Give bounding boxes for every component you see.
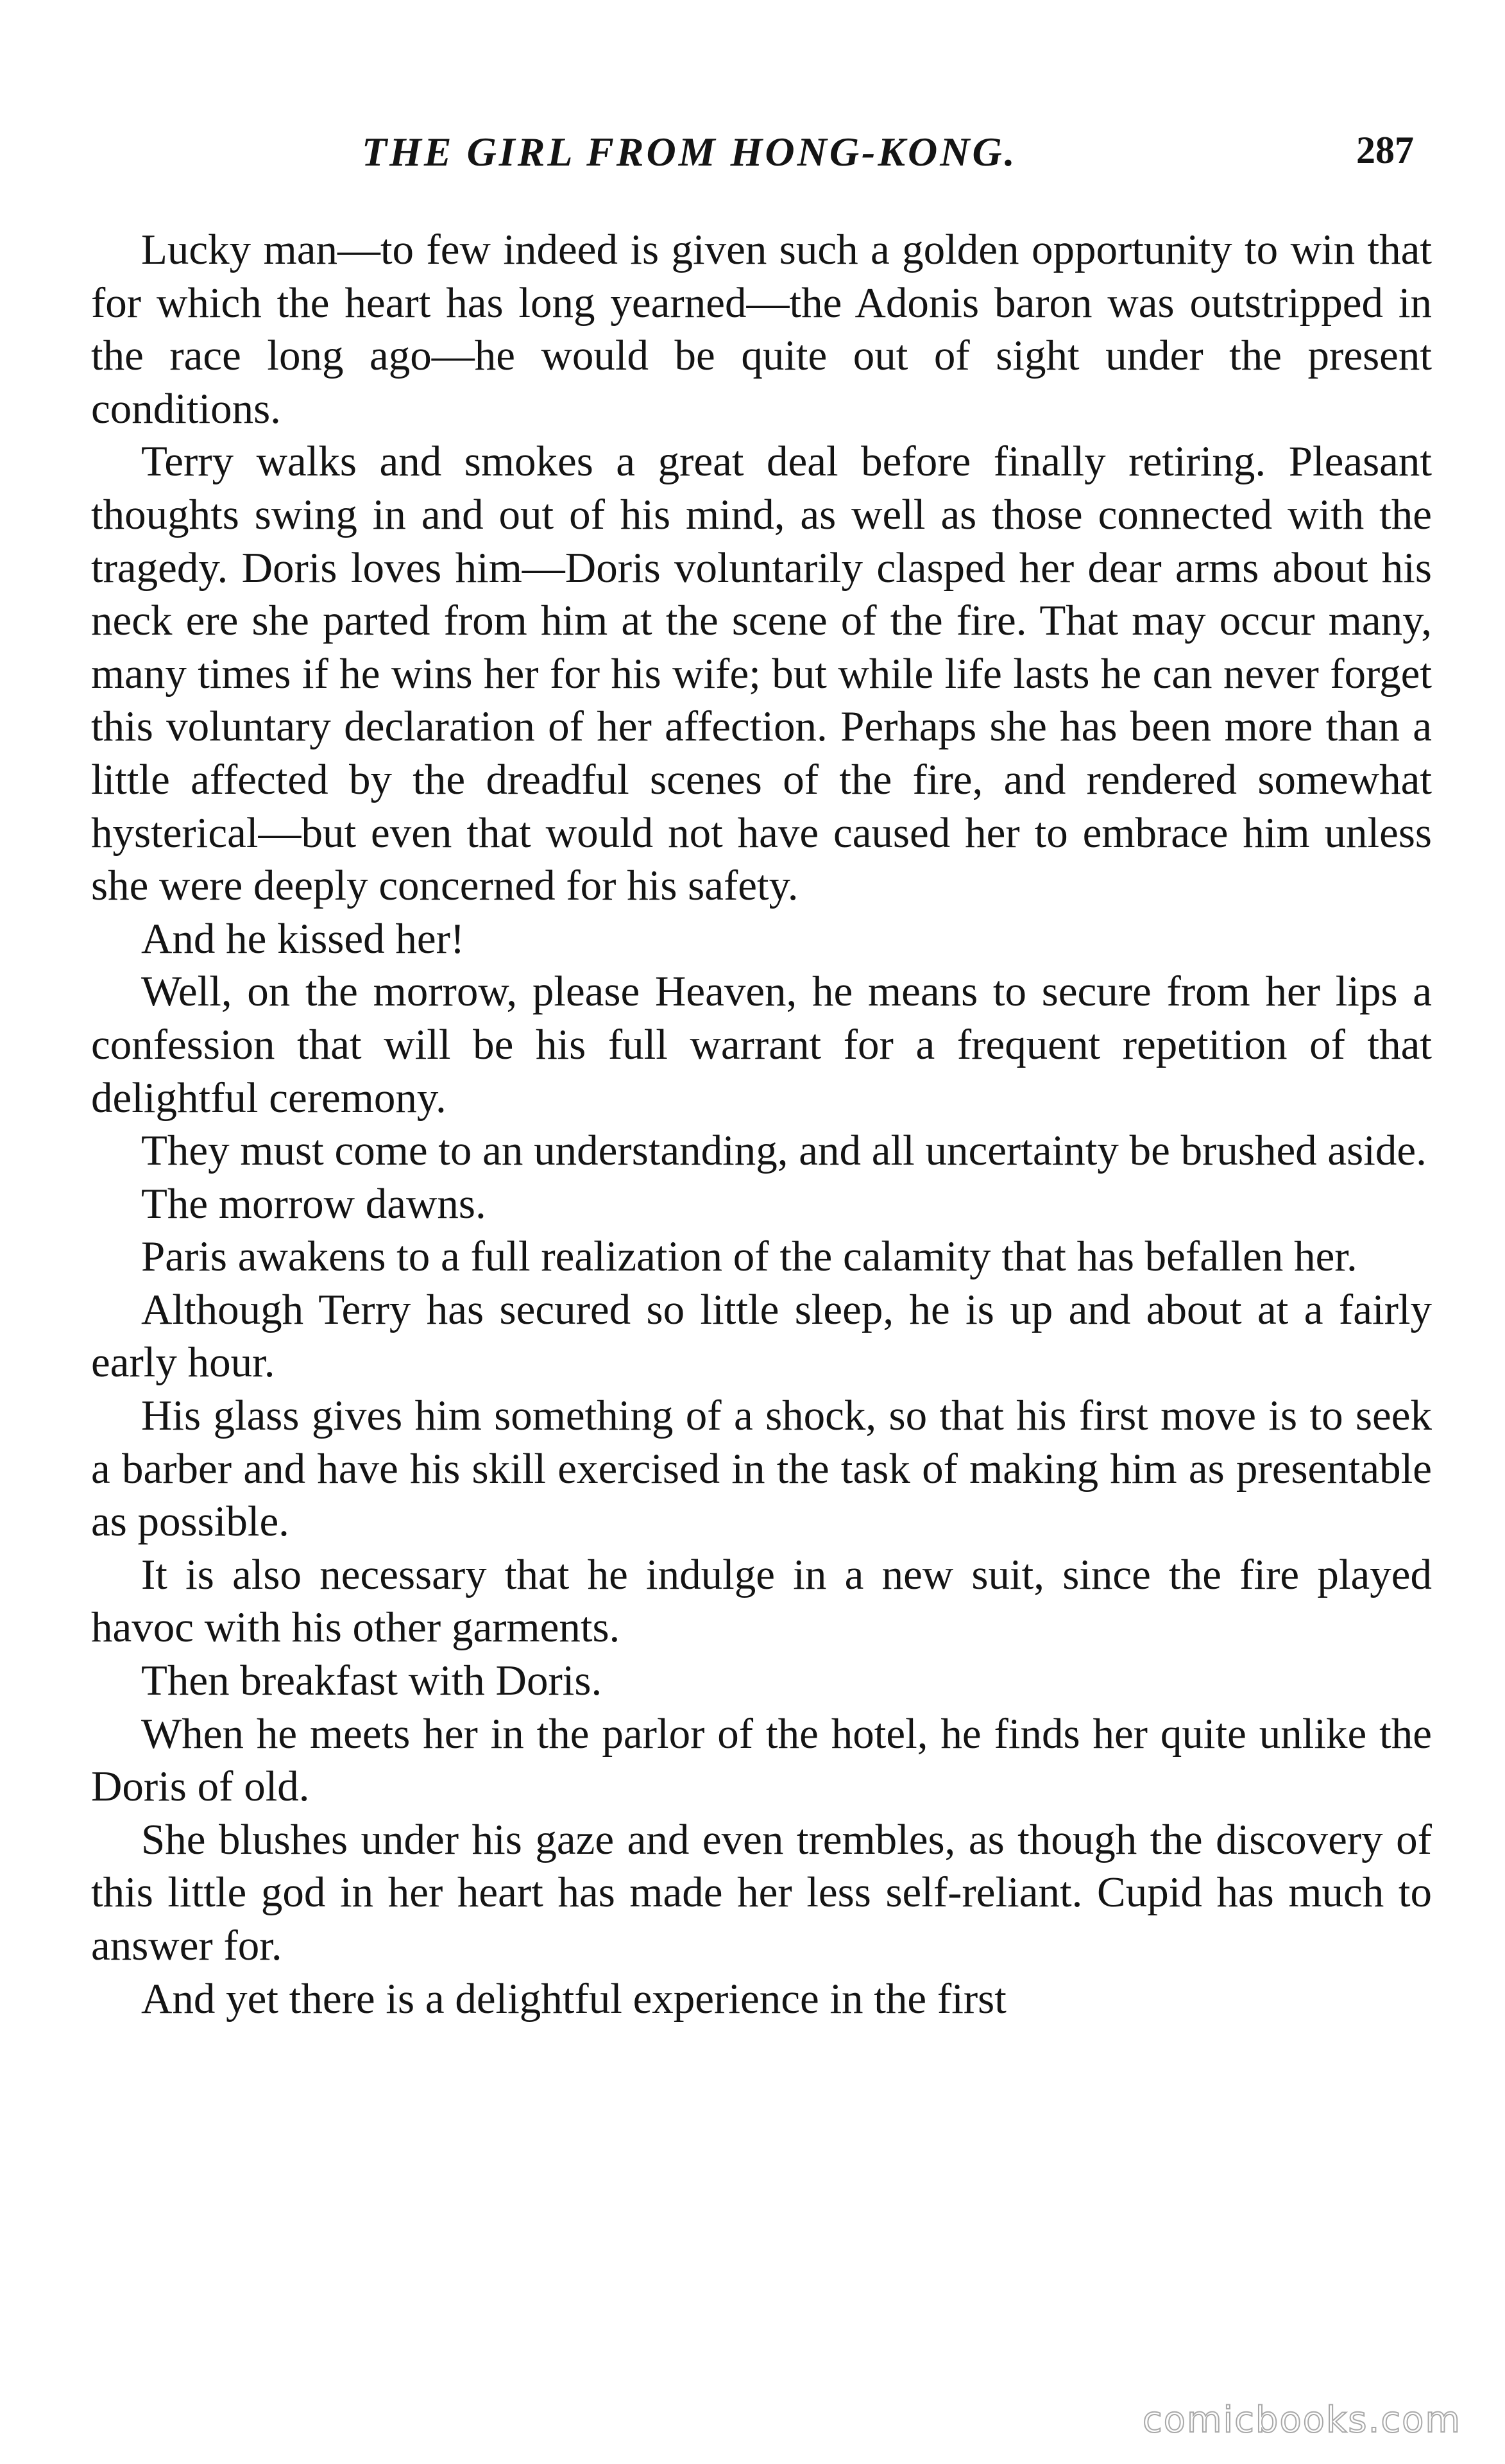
paragraph: Terry walks and smokes a great deal before finally retiring. Pleasant thoughts swing in and out of his mind, as well as those connected with the tragedy. Doris loves him—Doris voluntarily clasped her dear arms about his neck ere she parted from him at the scene of the fire. That may occur many, many times if he wins her for his wife; but while life lasts he can never forget this voluntary declaration of her affection. Perhaps she has been more than a little affected by the dreadful scenes of the fire, and rendered somewhat hysterical—but even that would not have caused her to embrace him unless she were deeply concerned for his safety.: [91, 438, 1432, 910]
running-title: THE GIRL FROM HONG-KONG.: [362, 129, 1017, 175]
paragraph: The morrow dawns.: [141, 1179, 486, 1228]
paragraph: And he kissed her!: [141, 914, 465, 963]
running-head: [92, 128, 1433, 186]
paragraph: Then breakfast with Doris.: [141, 1657, 602, 1705]
page-number: 287: [1356, 129, 1414, 171]
watermark: comicbooks.com: [1142, 2399, 1461, 2441]
body-text: [91, 223, 1432, 2025]
paragraph: Although Terry has secured so little sleep, he is up and about at a fairly early hour.: [91, 1285, 1432, 1387]
paragraph: Well, on the morrow, please Heaven, he means to secure from her lips a confession that will be his full warrant for a frequent repetition of that delightful ceremony.: [91, 968, 1432, 1122]
paragraph: Lucky man—to few indeed is given such a golden opportunity to win that for which the heart has long yearned—the Adonis baron was outstripped in the race long ago—he would be quite out of sight under the present conditions.: [91, 226, 1432, 432]
paragraph: They must come to an understanding, and all uncertainty be brushed aside.: [141, 1127, 1427, 1175]
paragraph: And yet there is a delightful experience in the first: [141, 1974, 1007, 2023]
paragraph: She blushes under his gaze and even trembles, as though the discovery of this little god in her heart has made her less self-reliant. Cupid has much to answer for.: [91, 1815, 1432, 1969]
paragraph: It is also necessary that he indulge in a new suit, since the fire played havoc with his other garments.: [91, 1550, 1432, 1652]
paragraph: Paris awakens to a full realization of the calamity that has befallen her.: [141, 1233, 1357, 1281]
paragraph: His glass gives him something of a shock, so that his first move is to seek a barber and have his skill exercised in the task of making him as presentable as possible.: [91, 1392, 1432, 1546]
paragraph: When he meets her in the parlor of the hotel, he finds her quite unlike the Doris of old.: [91, 1709, 1432, 1811]
